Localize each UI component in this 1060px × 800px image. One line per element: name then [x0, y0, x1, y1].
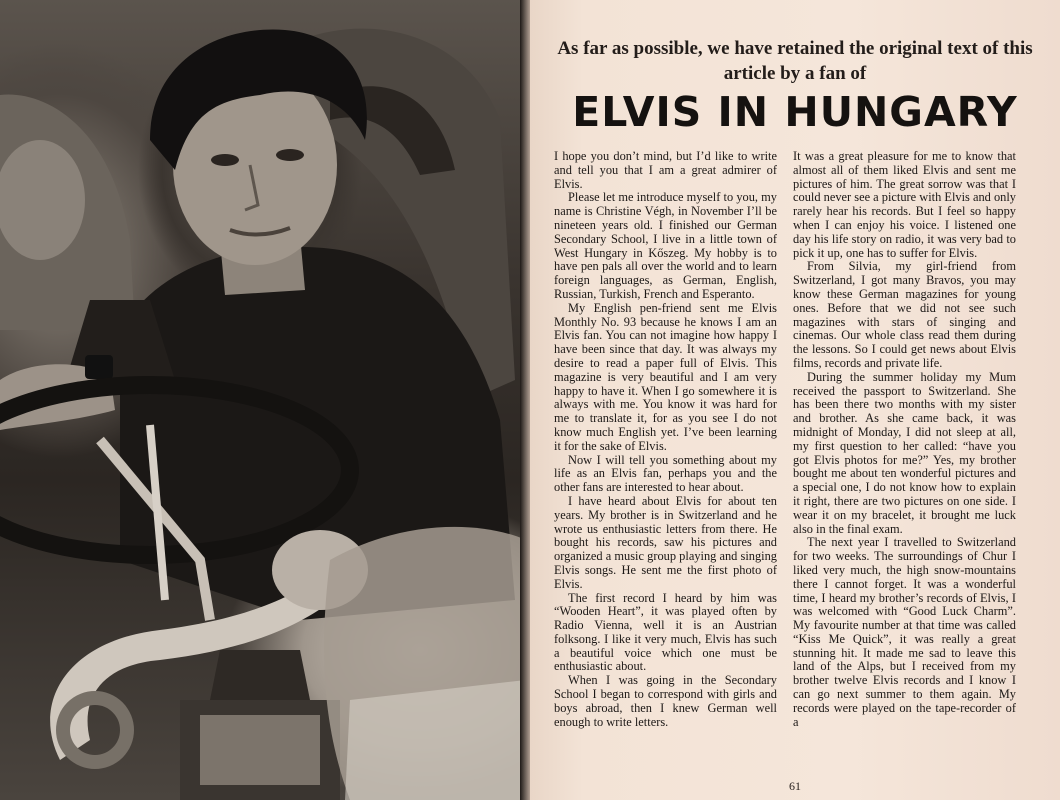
article-paragraph: I have heard about Elvis for about ten years. My brother is in Switzerland and he wrote us enthusiastic letters from there. He bought his records, saw his pictures and organized a music group playing and singing Elvis songs. He sent me the first photo of Elvis.	[554, 493, 777, 591]
article-paragraph: Please let me introduce myself to you, my name is Christine Végh, in November I’ll be nineteen years old. I finished our German Secondary School, I live in a little town of West Hungary in Kőszeg. My hobby is to have pen pals all over the world and to learn foreign languages, as German, English, Russian, Turkish, French and Esperanto.	[554, 190, 777, 301]
lantern-glass-shape	[200, 715, 320, 785]
elvis-photo	[0, 0, 526, 800]
article-paragraph: It was a great pleasure for me to know that almost all of them liked Elvis and sent me pictures of him. The great sorrow was that I could never see a picture with Elvis and only rarely hear his records. But I feel so happy when I can enjoy his voice. I listened one day his life story on radio, it was very bad to pick it up, one has to suffer for Elvis.	[793, 149, 1016, 260]
article-paragraph: When I was going in the Secondary School I began to correspond with girls and boys abroad, then I knew German well enough to write letters.	[554, 673, 777, 729]
article-intro: As far as possible, we have retained the original text of this article by a fan of	[557, 38, 1033, 84]
wristwatch-shape	[85, 355, 113, 379]
article-page	[530, 0, 1060, 800]
article-paragraph: From Silvia, my girl-friend from Switzerland, I got many Bravos, you may know these German magazines for young ones. Before that we did not see such magazines with stars of singing and cinemas. Our whole class read them during the lessons. So I could get news about Elvis films, records and private life.	[793, 259, 1016, 370]
photo-illustration	[0, 0, 526, 800]
article-paragraph: The first record I heard by him was “Wooden Heart”, it was played often by Radio Vienna, well it is an Austrian folksong. I like it very much, Elvis has such a beautiful voice which one must be enthusiastic about.	[554, 590, 777, 674]
right-eye-shape	[276, 149, 304, 161]
article-column-left	[554, 150, 777, 729]
article-paragraph: Now I will tell you something about my life as an Elvis fan, perhaps you and the other fans are interested to hear about.	[554, 452, 777, 495]
article-paragraph: The next year I travelled to Switzerland for two weeks. The surroundings of Chur I liked very much, the high snow-mountains there I cannot forget. It was a wonderful time, I heard my brother’s records of Elvis, I was welcomed with “Good Luck Charm”. My favourite number at that time was called “Kiss Me Quick”, it was really a great stunning hit. It made me sad to leave this land of the Alps, but I received from my brother twelve Elvis records and I know I can go next summer to them again. My records were played on the tape-recorder of a	[793, 535, 1016, 729]
cushion-pattern-shape	[345, 680, 526, 800]
page-number: 61	[789, 779, 801, 793]
article-paragraph: During the summer holiday my Mum received the passport to Switzerland. She has been there two months with my sister and brother. As she came back, it was midnight of Monday, I did not sleep at all, my first question to her called: “have you got Elvis photos for me?” Yes, my brother bought me about ten wonderful pictures and a special one, I do not know how to explain it right, there are two pictures on one side. I wear it on my bracelet, it brought me luck also in the final exam.	[793, 369, 1016, 536]
article-column-right	[793, 150, 1016, 729]
article-paragraph: I hope you don’t mind, but I’d like to write and tell you that I am a great admirer of Elvis.	[554, 149, 777, 191]
article-title: ELVIS IN HUNGARY	[572, 88, 1018, 136]
lantern-top-shape	[210, 650, 310, 700]
left-eye-shape	[211, 154, 239, 166]
article-paragraph: My English pen-friend sent me Elvis Monthly No. 93 because he knows I am an Elvis fan. You can not imagine how happy I have been since that day. It was always my desire to read a paper full of Elvis. This magazine is very beautiful and I am very happy to have it. When I go somewhere it is always with me. You know it was hard for me to translate it, for as you see I do not know much English yet. I’ve been learning it for the sake of Elvis.	[554, 300, 777, 453]
